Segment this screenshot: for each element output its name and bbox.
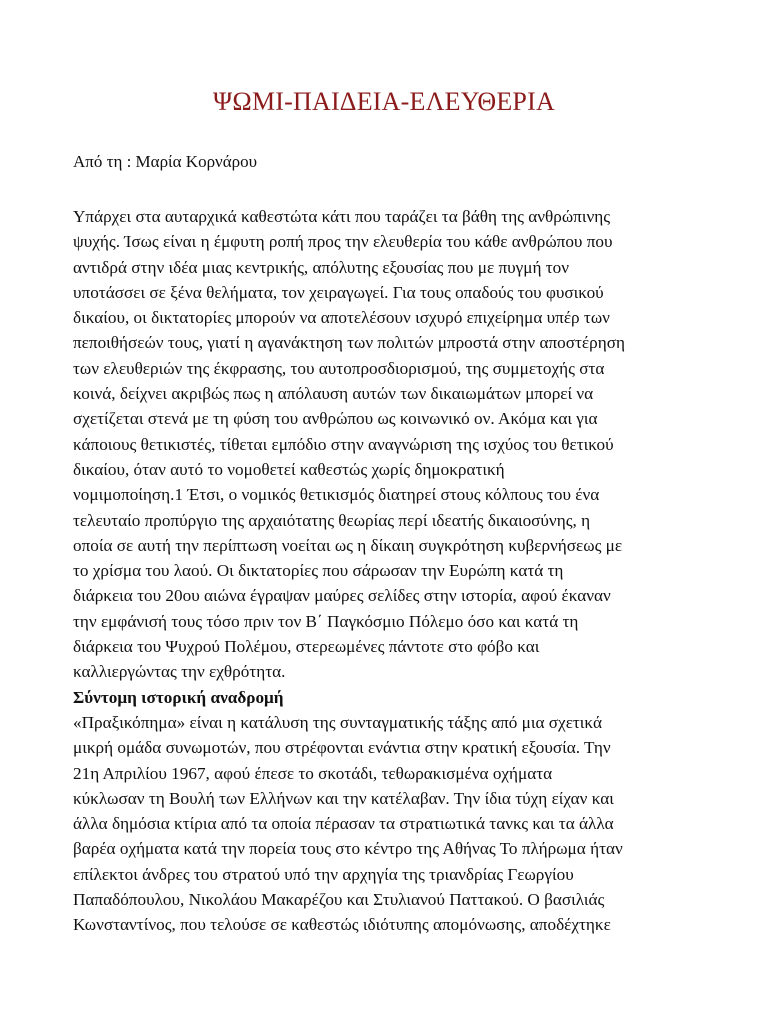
document-body: [73, 204, 713, 938]
text-line: οποία σε αυτή την περίπτωση νοείται ως η δίκαιη συγκρότηση κυβερνήσεως με: [73, 535, 623, 555]
document-title: ΨΩΜΙ-ΠΑΙΔΕΙΑ-ΕΛΕΥΘΕΡΙΑ: [213, 87, 555, 116]
text-line: το χρίσμα του λαού. Οι δικτατορίες που σάρωσαν την Ευρώπη κατά τη: [73, 561, 564, 581]
text-line: νομιμοποίηση.1 Έτσι, ο νομικός θετικισμός διατηρεί στους κόλπους του ένα: [73, 485, 600, 505]
text-line: άλλα δημόσια κτίρια από τα οποία πέρασαν τα στρατιωτικά τανκς και τα άλλα: [73, 814, 614, 834]
text-line: διάρκεια του 20ου αιώνα έγραψαν μαύρες σελίδες στην ιστορία, αφού έκαναν: [73, 586, 611, 606]
text-line: κάποιους θετικιστές, τίθεται εμπόδιο στην αναγνώριση της ισχύος του θετικού: [73, 434, 614, 454]
text-line: «Πραξικόπημα» είναι η κατάλυση της συνταγματικής τάξης από μια σχετικά: [73, 712, 602, 732]
author-line: Από τη : Μαρία Κορνάρου: [73, 152, 258, 171]
text-line: διάρκεια του Ψυχρού Πολέμου, στερεωμένες πάντοτε στο φόβο και: [73, 637, 540, 657]
text-line: υποτάσσει σε ξένα θελήματα, τον χειραγωγεί. Για τους οπαδούς του φυσικού: [73, 282, 604, 302]
text-line: βαρέα οχήματα κατά την πορεία τους στο κέντρο της Αθήνας Το πλήρωμα ήταν: [73, 839, 623, 859]
text-line: κοινά, δείχνει ακριβώς πως η απόλαυση αυτών των δικαιωμάτων μπορεί να: [73, 384, 594, 404]
text-line: καλλιεργώντας την εχθρότητα.: [73, 662, 286, 682]
text-line: την εμφάνισή τους τόσο πριν τον Β΄ Παγκόσμιο Πόλεμο όσο και κατά τη: [73, 611, 579, 631]
text-line: Παπαδόπουλου, Νικολάου Μακαρέζου και Στυλιανού Παττακού. Ο βασιλιάς: [73, 890, 605, 910]
section-heading: Σύντομη ιστορική αναδρομή: [73, 687, 284, 707]
text-line: κύκλωσαν τη Βουλή των Ελλήνων και την κατέλαβαν. Την ίδια τύχη είχαν και: [73, 788, 614, 808]
text-line: των ελευθεριών της έκφρασης, του αυτοπροσδιορισμού, της συμμετοχής στα: [73, 358, 605, 378]
text-line: δικαίου, όταν αυτό το νομοθετεί καθεστώς χωρίς δημοκρατική: [73, 459, 505, 479]
text-line: 21η Απριλίου 1967, αφού έπεσε το σκοτάδι, τεθωρακισμένα οχήματα: [73, 763, 553, 783]
text-line: πεποιθήσεών τους, γιατί η αγανάκτηση των πολιτών μπροστά στην αποστέρηση: [73, 333, 625, 353]
text-line: επίλεκτοι άνδρες του στρατού υπό την αρχηγία της τριανδρίας Γεωργίου: [73, 864, 574, 884]
text-line: τελευταίο προπύργιο της αρχαιότατης θεωρίας περί ιδεατής δικαιοσύνης, η: [73, 510, 591, 530]
text-line: Υπάρχει στα αυταρχικά καθεστώτα κάτι που ταράζει τα βάθη της ανθρώπινης: [73, 207, 611, 226]
text-line: Κωνσταντίνος, που τελούσε σε καθεστώς ιδιότυπης απομόνωσης, αποδέχτηκε: [73, 915, 611, 935]
text-line: αντιδρά στην ιδέα μιας κεντρικής, απόλυτης εξουσίας που με πυγμή τον: [73, 257, 570, 277]
text-line: σχετίζεται στενά με τη φύση του ανθρώπου ως κοινωνικό ον. Ακόμα και για: [73, 409, 598, 429]
text-line: μικρή ομάδα συνωμοτών, που στρέφονται ενάντια στην κρατική εξουσία. Την: [73, 738, 611, 758]
text-line: δικαίου, οι δικτατορίες μπορούν να αποτελέσουν ισχυρό επιχείρημα υπέρ των: [73, 308, 610, 328]
text-line: ψυχής. Ίσως είναι η έμφυτη ροπή προς την ελευθερία του κάθε ανθρώπου που: [73, 232, 613, 252]
